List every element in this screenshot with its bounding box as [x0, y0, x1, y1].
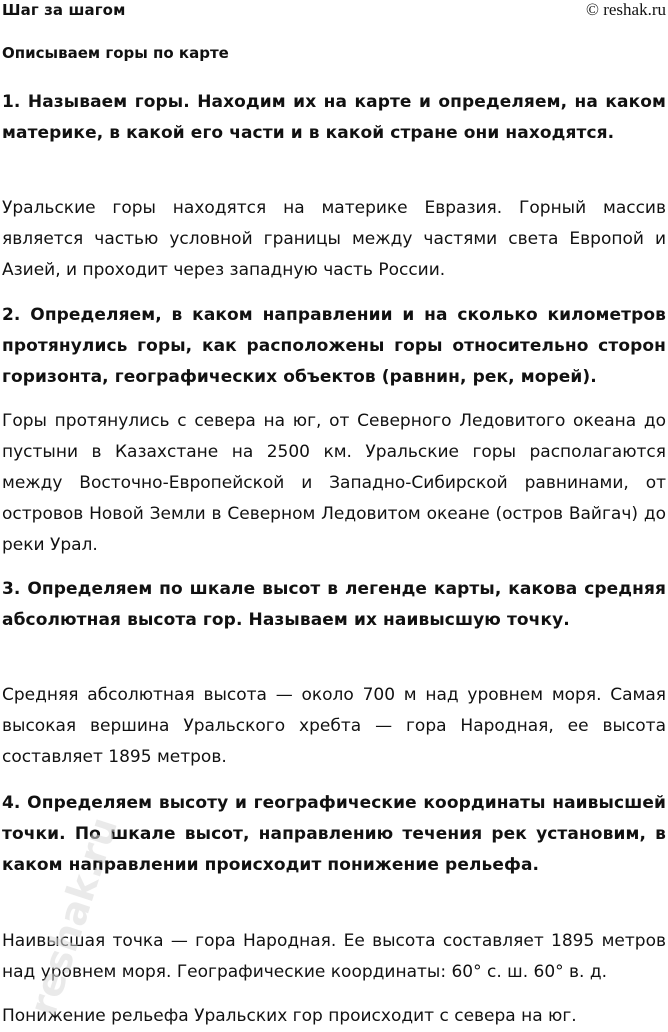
watermark-text: reshak.ru [20, 811, 127, 1021]
step-4-question: 4. Определяем высоту и географические координаты наивысшей точки. По шкале высот, направлению течения рек установим, в каком направлении происходит понижение рельефа. [2, 793, 666, 875]
step-1-answer: Уральские горы находятся на материке Евразия. Горный массив является частью условной границы между частями света Европой и Азией, и проходит через западную часть России. [2, 198, 666, 280]
step-3-answer: Средняя абсолютная высота — около 700 м над уровнем моря. Самая высокая вершина Уральского хребта — гора Народная, ее высота составляет 1895 метров. [2, 685, 666, 767]
step-1-question: 1. Называем горы. Находим их на карте и определяем, на каком материке, в какой его части и в какой стране они находятся. [2, 92, 666, 143]
page-subtitle: Описываем горы по карте [2, 44, 229, 62]
step-3-question: 3. Определяем по шкале высот в легенде карты, какова средняя абсолютная высота гор. Называем их наивысшую точку. [2, 579, 666, 630]
step-2-answer: Горы протянулись с севера на юг, от Северного Ледовитого океана до пустыни в Казахстане на 2500 км. Уральские горы располагаются между Восточно-Европейской и Западно-Сибирской равнинами, от островов Новой Земли в Северном Ледовитом океане (остров Вайгач) до реки Урал. [2, 411, 666, 555]
step-4-answer-conclusion: Понижение рельефа Уральских гор происходит с севера на юг. [2, 1006, 577, 1026]
step-2-question: 2. Определяем, в каком направлении и на сколько километров протянулись горы, как расположены горы относительно сторон горизонта, географических объектов (равнин, рек, морей). [2, 305, 666, 387]
section-title: Шаг за шагом [2, 1, 126, 19]
step-4-answer: Наивысшая точка — гора Народная. Ее высота составляет 1895 метров над уровнем моря. Географические координаты: 60° с. ш. 60° в. д. [2, 931, 666, 982]
copyright-notice[interactable]: © reshak.ru [586, 0, 666, 19]
